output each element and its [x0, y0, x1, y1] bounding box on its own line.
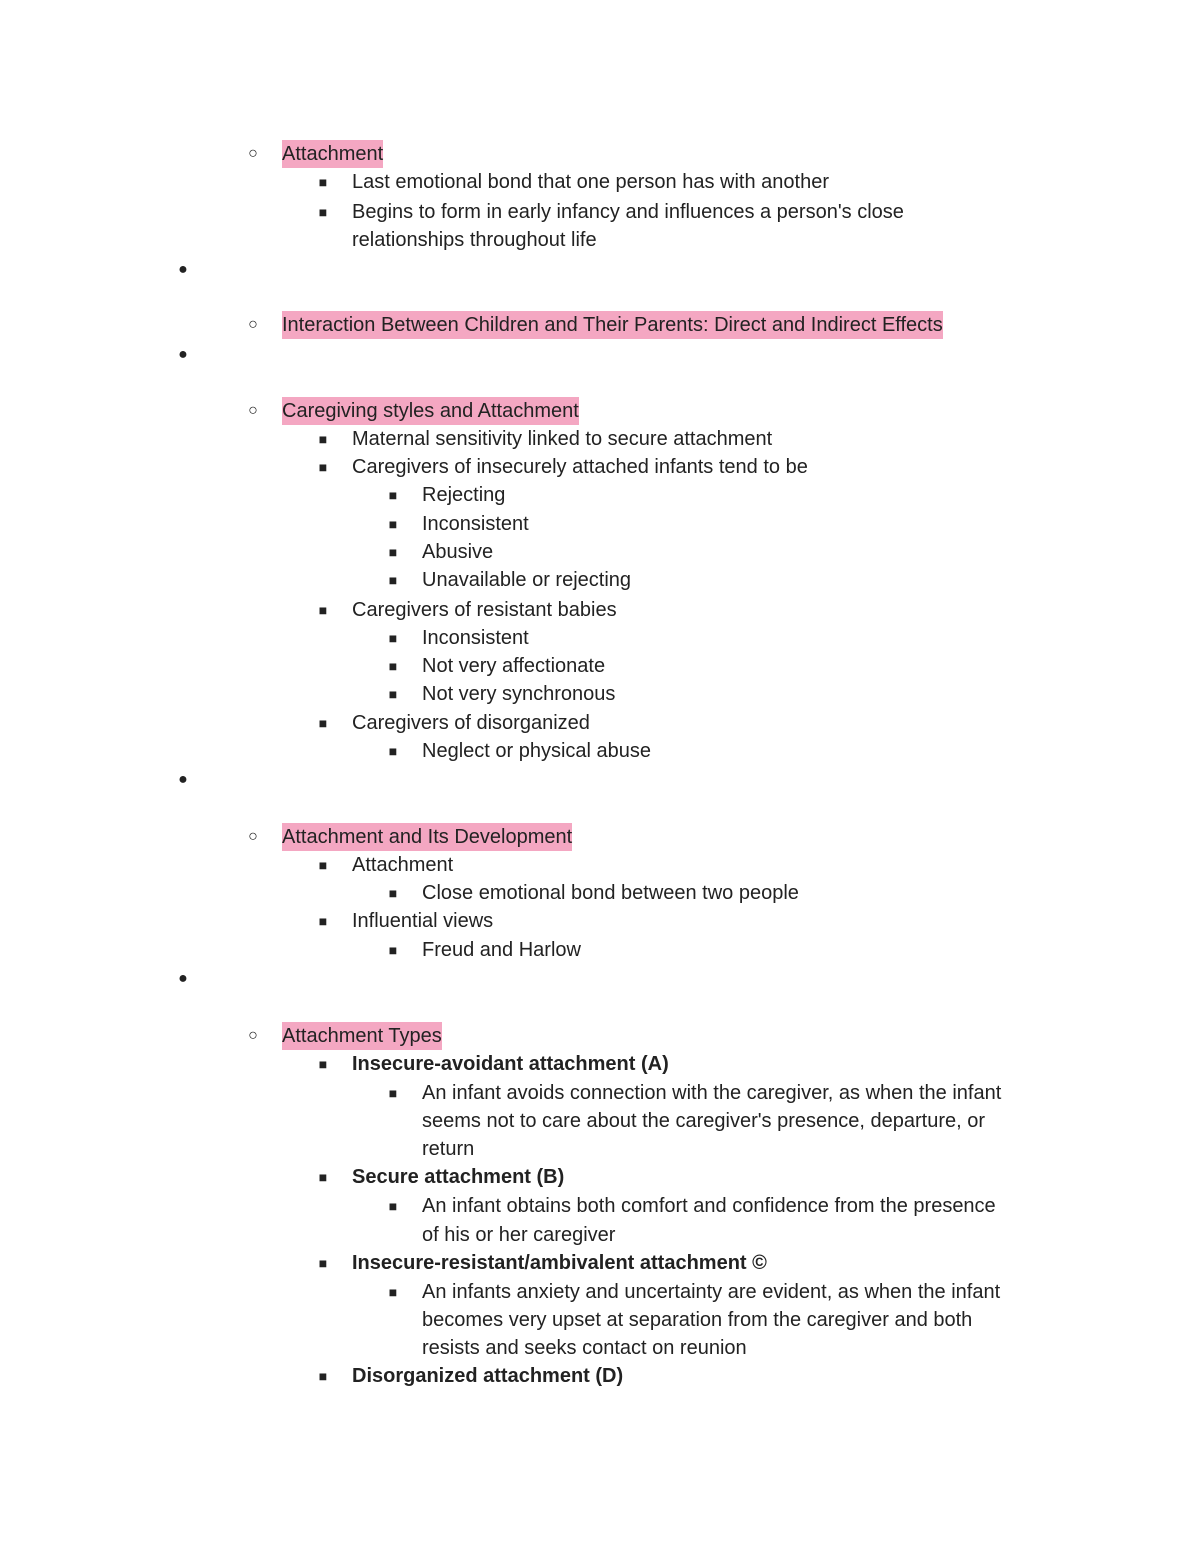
- list-item-text: Caregivers of insecurely attached infants tend to be: [352, 456, 808, 478]
- list-item-text: Not very synchronous: [422, 683, 616, 705]
- list-bullet-square: ■: [388, 743, 398, 759]
- list-bullet-circle: ○: [248, 402, 258, 419]
- list-bullet-square: ■: [318, 459, 328, 475]
- list-bullet-square: ■: [318, 1056, 328, 1072]
- list-bullet-square: ■: [388, 686, 398, 702]
- list-item-text: Close emotional bond between two people: [422, 882, 799, 904]
- list-bullet-square: ■: [388, 658, 398, 674]
- list-item-text: Maternal sensitivity linked to secure attachment: [352, 428, 773, 450]
- list-item-text: Abusive: [422, 541, 494, 563]
- list-item-text: Freud and Harlow: [422, 939, 581, 961]
- list-bullet-square: ■: [388, 885, 398, 901]
- section-heading: Caregiving styles and Attachment: [282, 397, 579, 425]
- list-bullet-circle: ○: [248, 145, 258, 162]
- list-bullet-square: ■: [318, 174, 328, 190]
- list-item-text: seems not to care about the caregiver's presence, departure, or: [422, 1110, 986, 1132]
- list-bullet-disc: ●: [178, 970, 188, 987]
- list-item-text: Begins to form in early infancy and influences a person's close: [352, 201, 904, 223]
- list-item-text: Insecure-avoidant attachment (A): [352, 1053, 669, 1075]
- list-item-text: An infants anxiety and uncertainty are evident, as when the infant: [422, 1281, 1001, 1303]
- list-item-text: relationships throughout life: [352, 229, 597, 251]
- list-item-text: Influential views: [352, 910, 494, 932]
- list-bullet-square: ■: [318, 1169, 328, 1185]
- list-item-text: Inconsistent: [422, 513, 529, 535]
- list-bullet-square: ■: [388, 1284, 398, 1300]
- list-item-text: Last emotional bond that one person has with another: [352, 171, 829, 193]
- list-bullet-square: ■: [318, 913, 328, 929]
- list-item-text: Secure attachment (B): [352, 1166, 565, 1188]
- section-heading: Attachment Types: [282, 1022, 442, 1050]
- list-bullet-circle: ○: [248, 828, 258, 845]
- list-bullet-square: ■: [388, 1085, 398, 1101]
- list-bullet-square: ■: [318, 204, 328, 220]
- list-item-text: An infant avoids connection with the caregiver, as when the infant: [422, 1082, 1002, 1104]
- section-heading: Interaction Between Children and Their Parents: Direct and Indirect Effects: [282, 311, 943, 339]
- list-bullet-circle: ○: [248, 1027, 258, 1044]
- list-bullet-square: ■: [318, 857, 328, 873]
- list-bullet-square: ■: [318, 431, 328, 447]
- section-heading: Attachment and Its Development: [282, 823, 572, 851]
- list-bullet-square: ■: [388, 544, 398, 560]
- list-item-text: Not very affectionate: [422, 655, 606, 677]
- list-bullet-disc: ●: [178, 261, 188, 278]
- list-bullet-disc: ●: [178, 771, 188, 788]
- list-bullet-square: ■: [318, 602, 328, 618]
- list-item-text: Caregivers of resistant babies: [352, 599, 617, 621]
- list-item-text: becomes very upset at separation from the caregiver and both: [422, 1309, 973, 1331]
- list-bullet-disc: ●: [178, 346, 188, 363]
- list-bullet-square: ■: [388, 1198, 398, 1214]
- list-bullet-circle: ○: [248, 316, 258, 333]
- list-bullet-square: ■: [318, 1368, 328, 1384]
- list-item-text: Unavailable or rejecting: [422, 569, 632, 591]
- list-item-text: Neglect or physical abuse: [422, 740, 652, 762]
- list-bullet-square: ■: [388, 572, 398, 588]
- list-item-text: return: [422, 1138, 475, 1160]
- list-item-text: Insecure-resistant/ambivalent attachment ©: [352, 1252, 767, 1274]
- list-item-text: Attachment: [352, 854, 454, 876]
- list-item-text: Caregivers of disorganized: [352, 712, 590, 734]
- list-item-text: resists and seeks contact on reunion: [422, 1337, 747, 1359]
- list-bullet-square: ■: [388, 516, 398, 532]
- list-bullet-square: ■: [388, 942, 398, 958]
- list-item-text: An infant obtains both comfort and confidence from the presence: [422, 1195, 996, 1217]
- list-item-text: Disorganized attachment (D): [352, 1365, 624, 1387]
- list-bullet-square: ■: [318, 1255, 328, 1271]
- list-bullet-square: ■: [318, 715, 328, 731]
- list-item-text: Inconsistent: [422, 627, 529, 649]
- section-heading: Attachment: [282, 140, 383, 168]
- list-bullet-square: ■: [388, 487, 398, 503]
- list-item-text: Rejecting: [422, 484, 506, 506]
- list-bullet-square: ■: [388, 630, 398, 646]
- list-item-text: of his or her caregiver: [422, 1224, 616, 1246]
